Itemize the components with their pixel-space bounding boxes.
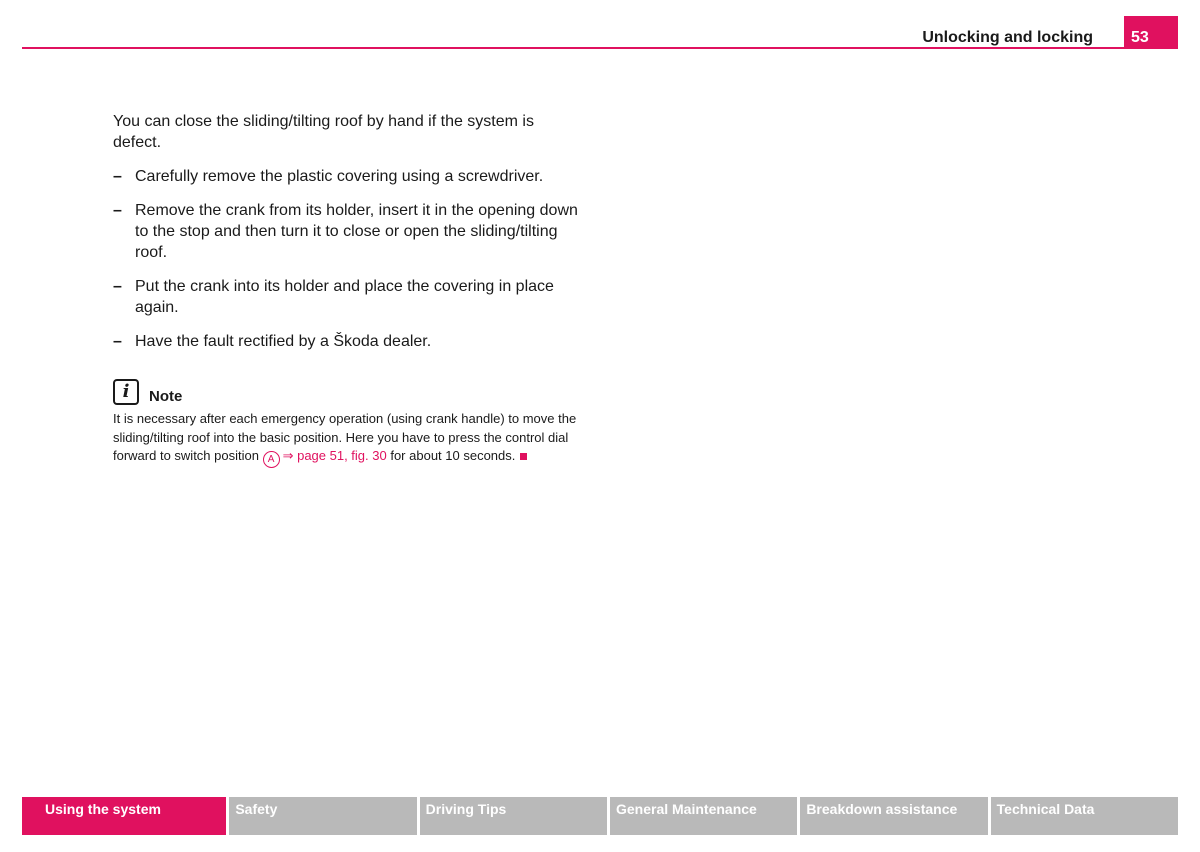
tab-technical-data[interactable]: Technical Data — [991, 797, 1178, 835]
list-item — [113, 200, 583, 263]
step-text: Carefully remove the plastic covering using a screwdriver. — [135, 168, 544, 185]
list-item — [113, 166, 583, 187]
header-rule — [22, 47, 1178, 49]
note-text — [113, 410, 583, 468]
step-text: Put the crank into its holder and place the covering in place again. — [135, 278, 554, 316]
tab-driving-tips[interactable]: Driving Tips — [420, 797, 607, 835]
list-item — [113, 276, 583, 318]
intro-paragraph: You can close the sliding/tilting roof by hand if the system is defect. — [113, 113, 534, 151]
note-heading — [113, 379, 583, 405]
step-marker: – — [113, 168, 122, 185]
page-number: 53 — [1124, 16, 1178, 49]
section-title: Unlocking and locking — [922, 29, 1093, 46]
step-marker: – — [113, 202, 122, 219]
step-text: Have the fault rectified by a Škoda dealer. — [135, 333, 432, 350]
step-marker: – — [113, 278, 122, 295]
step-text: Remove the crank from its holder, insert it in the opening down to the stop and then turn it to close or open the sliding/tilting roof. — [135, 202, 578, 261]
info-icon: i — [113, 379, 139, 405]
callout-marker: A — [263, 451, 280, 468]
note-text-after: for about 10 seconds. — [390, 448, 516, 463]
tab-general-maintenance[interactable]: General Maintenance — [610, 797, 797, 835]
tab-breakdown-assistance[interactable]: Breakdown assistance — [800, 797, 987, 835]
page-reference-link[interactable]: ⇒ page 51, fig. 30 — [282, 448, 387, 463]
step-marker: – — [113, 333, 122, 350]
tab-using-the-system[interactable]: Using the system — [22, 797, 226, 835]
tab-safety[interactable]: Safety — [229, 797, 416, 835]
footer-navigation — [22, 797, 1178, 835]
note-text-before: It is necessary after each emergency operation (using crank handle) to move the sliding/tilting roof into the basic position. Here you have to press the control dial forward to switch position — [113, 411, 577, 463]
main-content — [113, 111, 583, 468]
end-of-section-icon — [520, 453, 527, 460]
note-title: Note — [149, 388, 183, 405]
list-item — [113, 331, 583, 352]
